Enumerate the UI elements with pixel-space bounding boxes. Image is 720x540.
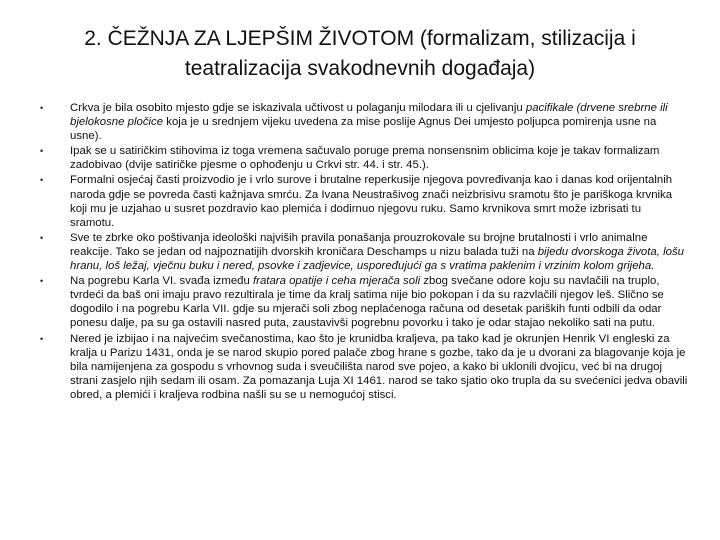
italic-text-run: fratara opatije i ceha mjerača soli bbox=[252, 275, 421, 288]
list-item bbox=[40, 173, 688, 229]
list-item bbox=[40, 231, 688, 273]
bullet-icon: • bbox=[40, 146, 44, 157]
bullet-icon: • bbox=[40, 175, 44, 186]
bullet-text: Nered je izbijao i na najvećim svečanostima, kao što je krunidba kraljeva, pa tako kad je okrunjen Henrik VI engleski za kralja u Parizu 1431, onda je se narod skupio pored palače zbog hrane s gozbe, tako da je u dvorani za blagovanje koja je bila namijenjena za gospodu s vrhovnog suda i sveučilišta narod sve pojeo, a kako bi uklonili dvojicu, već bi na drugoj strani zasjelo njih sedam ili osam. Za pomazanja Luja XI 1461. narod se tako sjatio oko trupla da su svećenici jedva obavili obred, a plemići i kraljeva rodbina našli su se u nemogućoj stisci. bbox=[70, 332, 688, 401]
text-run: Sve te zbrke oko poštivanja ideološki najviših pravila ponašanja prouzrokovale su brojne brutalnosti i vrlo animalne reakcije. Tako se jedan od najpoznatijih dvorskih kroničara Deschamps u nizu balada tuži na bbox=[70, 231, 648, 258]
italic-text-run: pacifikale (drvene srebrne ili bjelokosne pločice bbox=[70, 102, 668, 129]
bullet-icon: • bbox=[40, 333, 44, 344]
list-item bbox=[40, 274, 688, 330]
list-item bbox=[40, 144, 688, 172]
text-run: koja je u srednjem vijeku uvedena za mise poslije Agnus Dei umjesto poljupca pomirenja usne na usne). bbox=[70, 116, 657, 143]
text-run: zbog svečane odore koju su navlačili na truplo, tvrdeći da baš oni imaju pravo rezultirala je time da kralj satima nije bio pokopan i da su razvlačili njegov leš. Slično se dogodilo i na pogrebu Karla VII. gdje su mjerači soli zbog neplaćenoga računa od desetak pariških funti odbili da odar ponesu dalje, pa su ga ostavili nasred puta, zaustavivši pogrebnu povorku i tako je odar stajao nekoliko sati na putu. bbox=[70, 275, 664, 330]
text-run: Crkva je bila osobito mjesto gdje se iskazivala učtivost u polaganju milodara ili u cjelivanju bbox=[70, 102, 526, 114]
bullet-list bbox=[40, 101, 688, 403]
bullet-text bbox=[70, 275, 664, 329]
italic-text-run: bijedu dvorskoga života, lošu hranu, loš ležaj, vječnu buku i nered, psovke i zadjevice, uspoređujući ga s vratima paklenim i vrzinim kolom grijeha. bbox=[70, 245, 684, 273]
slide-title: 2. ČEŽNJA ZA LJEPŠIM ŽIVOTOM (formalizam, stilizacija i teatralizacija svakodnevnih događaja) bbox=[84, 27, 636, 80]
bullet-text: Formalni osjećaj časti proizvodio je i vrlo surove i brutalne reperkusije njegova povređivanja kao i danas kod orijentalnih naroda gdje se povreda časti kažnjava smrću. Za Ivana Neustrašivog znači neizbrisivu sramotu što je pariškoga krvnika koji mu je uzjahao u susret pozdravio kao plemića i dodirnuo njegovu ruku. Samo krvnikova smrt može izbrisati tu sramotu. bbox=[70, 174, 673, 229]
bullet-icon: • bbox=[40, 276, 44, 287]
list-item bbox=[40, 332, 688, 402]
text-run: Na pogrebu Karla VI. svađa između bbox=[70, 275, 253, 288]
list-item bbox=[40, 101, 688, 143]
bullet-text bbox=[70, 232, 684, 272]
bullet-text: Ipak se u satiričkim stihovima iz toga vremena sačuvalo poruge prema nonsensnim oblicima koje je takav formalizam zadobivao (dvije satiričke pjesme o ophođenju u Crkvi str. 44. i str. 45.). bbox=[70, 145, 660, 172]
bullet-icon: • bbox=[40, 103, 44, 113]
bullet-text bbox=[70, 102, 668, 142]
bullet-icon: • bbox=[40, 232, 44, 243]
